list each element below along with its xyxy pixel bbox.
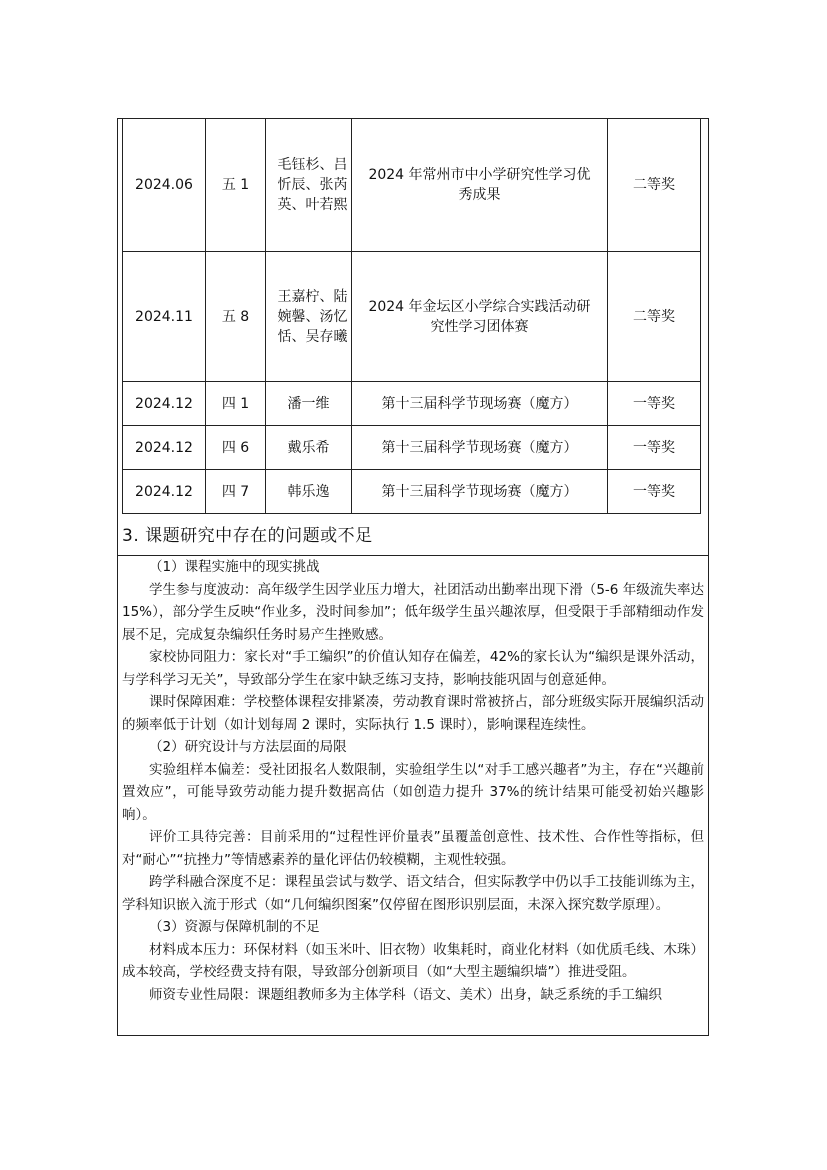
contest-name-line: 秀成果	[458, 187, 501, 203]
paragraph: 学生参与度波动：高年级学生因学业压力增大，社团活动出勤率出现下滑（5-6 年级流失率达 15%），部分学生反映“作业多，没时间参加”；低年级学生虽兴趣浓厚，但受限于手部精细动作发展不足，完成复杂编织任务时易产生挫败感。	[122, 581, 704, 643]
award-level-cell: 二等奖	[608, 252, 701, 382]
paragraph: 实验组样本偏差：受社团报名人数限制，实验组学生以“对手工感兴趣者”为主，存在“兴趣前置效应”，可能导致劳动能力提升数据高估（如创造力提升 37%的统计结果可能受初始兴趣影响）。	[122, 761, 704, 823]
paragraph: 课时保障困难：学校整体课程安排紧凑，劳动教育课时常被挤占，部分班级实际开展编织活动的频率低于计划（如计划每周 2 课时，实际执行 1.5 课时），影响课程连续性。	[122, 694, 704, 733]
table-row	[123, 382, 701, 426]
student-name-line: 毛钰杉、吕	[277, 157, 348, 173]
paragraph: 跨学科融合深度不足：课程虽尝试与数学、语文结合，但实际教学中仍以手工技能训练为主，学科知识嵌入流于形式（如“几何编织图案”仅停留在图形识别层面，未深入探究数学原理）。	[122, 874, 704, 913]
award-date-cell: 2024.12	[123, 470, 206, 514]
award-level-cell: 一等奖	[608, 426, 701, 470]
contest-name-line: 第十三届科学节现场赛（魔方）	[381, 395, 578, 412]
student-name-line: 韩乐逸	[287, 483, 330, 500]
award-contest-cell	[352, 470, 608, 514]
student-name-line: 王嘉柠、陆	[277, 288, 348, 305]
award-level-cell: 一等奖	[608, 470, 701, 514]
award-class-cell: 四 6	[206, 426, 266, 470]
award-names-cell	[266, 382, 352, 426]
paragraph: 家校协同阻力：家长对“手工编织”的价值认知存在偏差，42%的家长认为“编织是课外活动，与学科学习无关”，导致部分学生在家中缺乏练习支持，影响技能巩固与创意延伸。	[122, 649, 704, 688]
award-names-cell	[266, 470, 352, 514]
contest-name-line: 第十三届科学节现场赛（魔方）	[381, 483, 578, 500]
award-class-cell: 四 7	[206, 470, 266, 514]
table-row	[123, 119, 701, 252]
award-names-cell	[266, 426, 352, 470]
student-name-line: 婉馨、汤忆	[277, 308, 348, 325]
award-contest-cell	[352, 252, 608, 382]
section-title: 3. 课题研究中存在的问题或不足	[117, 516, 709, 556]
contest-name-line: 2024 年常州市中小学研究性学习优	[368, 167, 591, 183]
subheading: （2）研究设计与方法层面的局限	[149, 739, 347, 755]
paragraph: 材料成本压力：环保材料（如玉米叶、旧衣物）收集耗时，商业化材料（如优质毛线、木珠）成本较高，学校经费支持有限，导致部分创新项目（如“大型主题编织墙”）推进受阻。	[122, 941, 704, 980]
award-contest-cell	[352, 426, 608, 470]
paragraph: 师资专业性局限：课题组教师多为主体学科（语文、美术）出身，缺乏系统的手工编织	[149, 986, 662, 1003]
awards-table	[122, 118, 701, 514]
student-name-line: 恬、吴存曦	[277, 328, 348, 345]
student-name-line: 戴乐希	[287, 439, 330, 456]
award-contest-cell	[352, 119, 608, 252]
award-date-cell: 2024.12	[123, 426, 206, 470]
award-date-cell: 2024.06	[123, 119, 206, 252]
award-names-cell	[266, 119, 352, 252]
student-name-line: 忻辰、张芮	[277, 177, 348, 193]
award-level-cell: 二等奖	[608, 119, 701, 252]
table-row	[123, 252, 701, 382]
subheading: （3）资源与保障机制的不足	[149, 919, 320, 935]
award-class-cell: 五 8	[206, 252, 266, 382]
award-date-cell: 2024.11	[123, 252, 206, 382]
paragraph: 评价工具待完善：目前采用的“过程性评价量表”虽覆盖创意性、技术性、合作性等指标，但对“耐心”“抗挫力”等情感素养的量化评估仍较模糊，主观性较强。	[122, 829, 704, 868]
award-date-cell: 2024.12	[123, 382, 206, 426]
contest-name-line: 究性学习团体赛	[430, 318, 529, 335]
award-names-cell	[266, 252, 352, 382]
student-name-line: 潘一维	[287, 395, 330, 412]
section-body	[122, 556, 704, 1006]
table-row	[123, 470, 701, 514]
contest-name-line: 第十三届科学节现场赛（魔方）	[381, 439, 578, 456]
award-contest-cell	[352, 382, 608, 426]
student-name-line: 英、叶若熙	[277, 197, 348, 213]
subheading: （1）课程实施中的现实挑战	[149, 559, 320, 575]
award-class-cell: 四 1	[206, 382, 266, 426]
contest-name-line: 2024 年金坛区小学综合实践活动研	[368, 298, 591, 315]
award-level-cell: 一等奖	[608, 382, 701, 426]
award-class-cell: 五 1	[206, 119, 266, 252]
table-row	[123, 426, 701, 470]
